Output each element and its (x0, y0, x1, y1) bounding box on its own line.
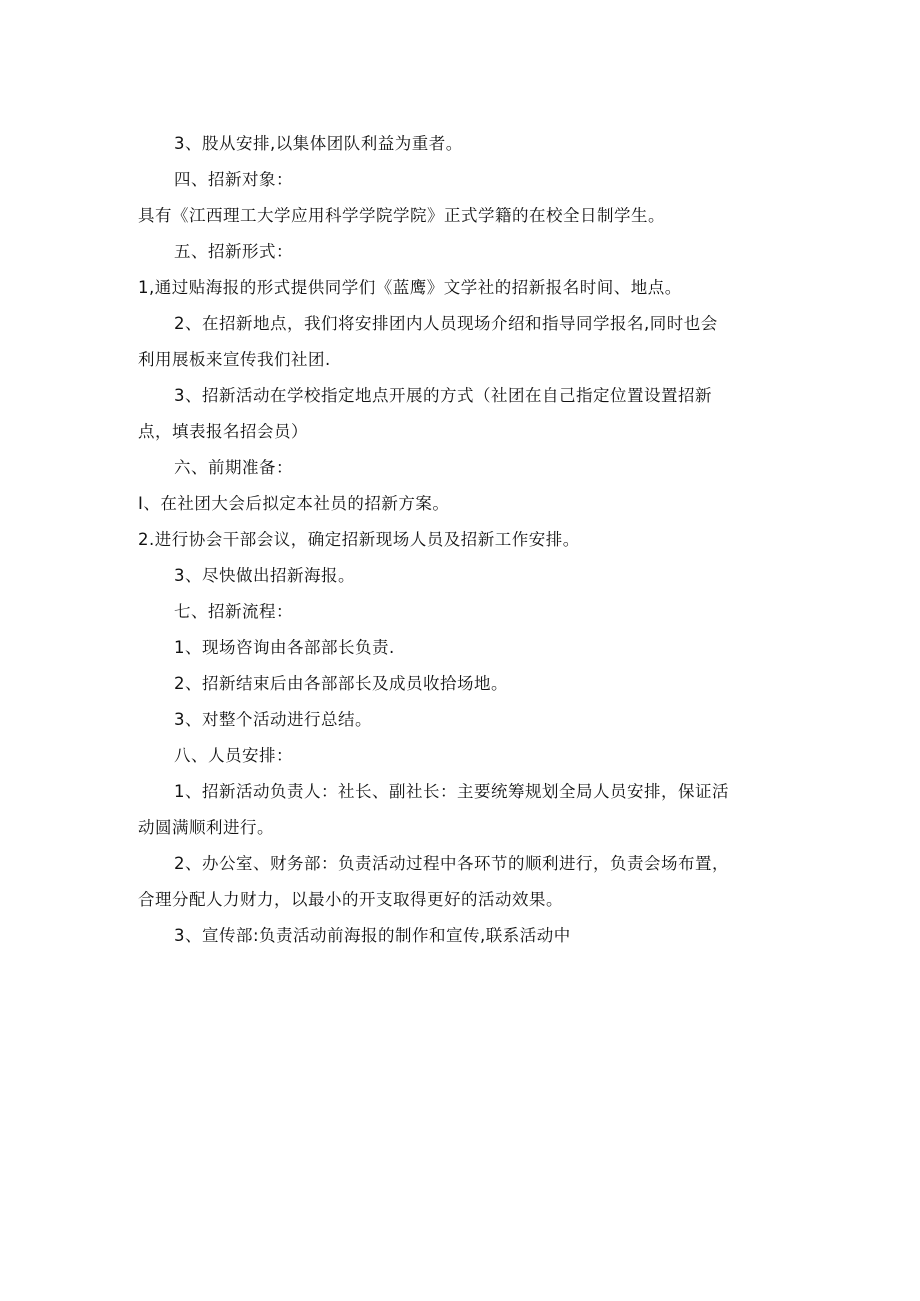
paragraph-line: 3、股从安排,以集体团队利益为重者。 (174, 134, 463, 153)
paragraph-line: 1、现场咨询由各部部长负责. (174, 638, 395, 657)
paragraph-line: 四、招新对象： (174, 170, 293, 189)
paragraph-line: 点，填表报名招会员） (138, 422, 308, 441)
paragraph-line: I、在社团大会后拟定本社员的招新方案。 (138, 494, 450, 513)
paragraph-line: 1,通过贴海报的形式提供同学们《蓝鹰》文学社的招新报名时间、地点。 (138, 278, 682, 297)
paragraph-line: 3、尽快做出招新海报。 (174, 566, 355, 585)
document-body (138, 126, 788, 954)
paragraph-line: 3、招新活动在学校指定地点开展的方式（社团在自己指定位置设置招新 (174, 386, 712, 405)
paragraph-line: 具有《江西理工大学应用科学学院学院》正式学籍的在校全日制学生。 (138, 206, 665, 225)
paragraph-line: 3、宣传部:负责活动前海报的制作和宣传,联系活动中 (174, 926, 571, 945)
paragraph-line: 合理分配人力财力，以最小的开支取得更好的活动效果。 (138, 890, 563, 909)
paragraph-line: 七、招新流程： (174, 602, 293, 621)
paragraph-line: 1、招新活动负责人：社长、副社长：主要统筹规划全局人员安排，保证活 (174, 782, 729, 801)
paragraph-line: 2、在招新地点，我们将安排团内人员现场介绍和指导同学报名,同时也会 (174, 314, 718, 333)
paragraph-line: 动圆满顺利进行。 (138, 818, 274, 837)
paragraph-line: 2.进行协会干部会议，确定招新现场人员及招新工作安排。 (138, 530, 580, 549)
paragraph-line: 2、招新结束后由各部部长及成员收拾场地。 (174, 674, 508, 693)
paragraph-line: 八、人员安排： (174, 746, 293, 765)
paragraph-line: 2、办公室、财务部：负责活动过程中各环节的顺利进行，负责会场布置， (174, 854, 729, 873)
paragraph-line: 五、招新形式： (174, 242, 293, 261)
paragraph-line: 3、对整个活动进行总结。 (174, 710, 372, 729)
paragraph-line: 六、前期准备： (174, 458, 293, 477)
paragraph-line: 利用展板来宣传我们社团. (138, 350, 331, 369)
